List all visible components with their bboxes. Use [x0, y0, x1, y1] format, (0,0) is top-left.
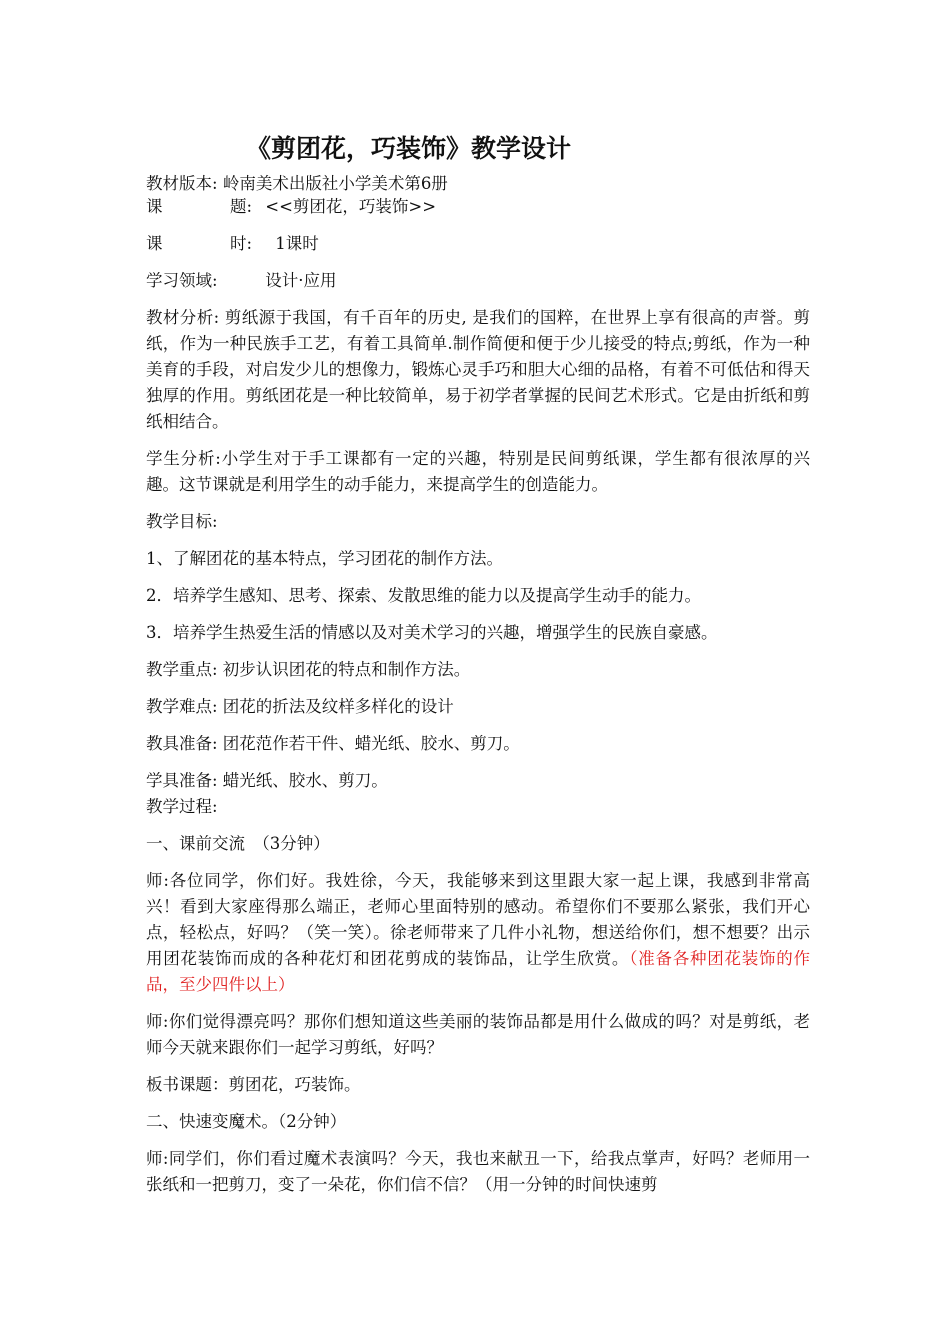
goal-3: 3．培养学生热爱生活的情感以及对美术学习的兴趣，增强学生的民族自豪感。	[146, 623, 718, 642]
edition-line	[146, 172, 810, 195]
hours-value: 1课时	[275, 234, 319, 253]
edition-label: 教材版本:	[146, 174, 218, 193]
key-point: 教学重点: 初步认识团花的特点和制作方法。	[146, 660, 471, 679]
document-title: 《剪团花，巧装饰》教学设计	[246, 134, 572, 163]
topic-value: <<剪团花，巧装饰>>	[265, 197, 437, 216]
step1-text: 师:各位同学，你们好。我姓徐，今天，我能够来到这里跟大家一起上课，我感到非常高兴！看到大家座得那么端正，老师心里面特别的感动。希望你们不要那么紧张，我们开心点，轻松点，好吗？（笑一笑）。徐老师带来了几件小礼物，想送给你们，想不想要？出示用团花装饰而成的各种花灯和团花剪成的装饰品，让学生欣赏。	[146, 871, 810, 968]
field-label: 学习领域:	[146, 271, 218, 290]
goal-1: 1、了解团花的基本特点，学习团花的制作方法。	[146, 549, 503, 568]
topic-line	[146, 195, 810, 218]
edition-value: 岭南美术出版社小学美术第6册	[222, 174, 448, 193]
step1-paragraph	[146, 868, 810, 998]
difficulty: 教学难点: 团花的折法及纹样多样化的设计	[146, 697, 454, 716]
process-heading: 教学过程:	[146, 797, 218, 816]
step1-note: （准备各种团花装饰的作品，至少四件以上）	[146, 949, 811, 994]
step2-heading: 二、快速变魔术。（2分钟）	[146, 1112, 347, 1131]
topic-label-b: 题:	[230, 197, 253, 216]
document-page	[146, 130, 810, 1198]
field-value: 设计·应用	[265, 271, 337, 290]
student-analysis: 学生分析:小学生对于手工课都有一定的兴趣，特别是民间剪纸课，学生都有很浓厚的兴趣。这节课就是利用学生的动手能力，来提高学生的创造能力。	[146, 449, 810, 494]
hours-label-b: 时:	[230, 234, 253, 253]
board-title: 板书课题：剪团花，巧装饰。	[146, 1075, 361, 1094]
step1-heading: 一、课前交流 （3分钟）	[146, 834, 330, 853]
goal-2: 2．培养学生感知、思考、探索、发散思维的能力以及提高学生动手的能力。	[146, 586, 701, 605]
teacher-tools: 教具准备: 团花范作若干件、蜡光纸、胶水、剪刀。	[146, 734, 520, 753]
hours-label-a: 课	[146, 234, 163, 253]
step2-paragraph: 师:同学们，你们看过魔术表演吗？今天，我也来献丑一下，给我点掌声，好吗？老师用一张纸和一把剪刀，变了一朵花，你们信不信？（用一分钟的时间快速剪	[146, 1149, 810, 1194]
hours-line	[146, 232, 810, 255]
topic-label-a: 课	[146, 197, 163, 216]
step1-paragraph-2: 师:你们觉得漂亮吗？那你们想知道这些美丽的装饰品都是用什么做成的吗？对是剪纸，老师今天就来跟你们一起学习剪纸，好吗？	[146, 1012, 810, 1057]
material-analysis: 教材分析: 剪纸源于我国，有千百年的历史, 是我们的国粹，在世界上享有很高的声誉。剪纸，作为一种民族手工艺，有着工具简单.制作简便和便于少儿接受的特点;剪纸，作为一种美育的手段，对启发少儿的想像力，锻炼心灵手巧和胆大心细的品格，有着不可低估和得天独厚的作用。剪纸团花是一种比较简单，易于初学者掌握的民间艺术形式。它是由折纸和剪纸相结合。	[146, 308, 810, 431]
field-line	[146, 269, 810, 292]
student-tools: 学具准备: 蜡光纸、胶水、剪刀。	[146, 771, 388, 790]
goals-heading: 教学目标:	[146, 512, 218, 531]
